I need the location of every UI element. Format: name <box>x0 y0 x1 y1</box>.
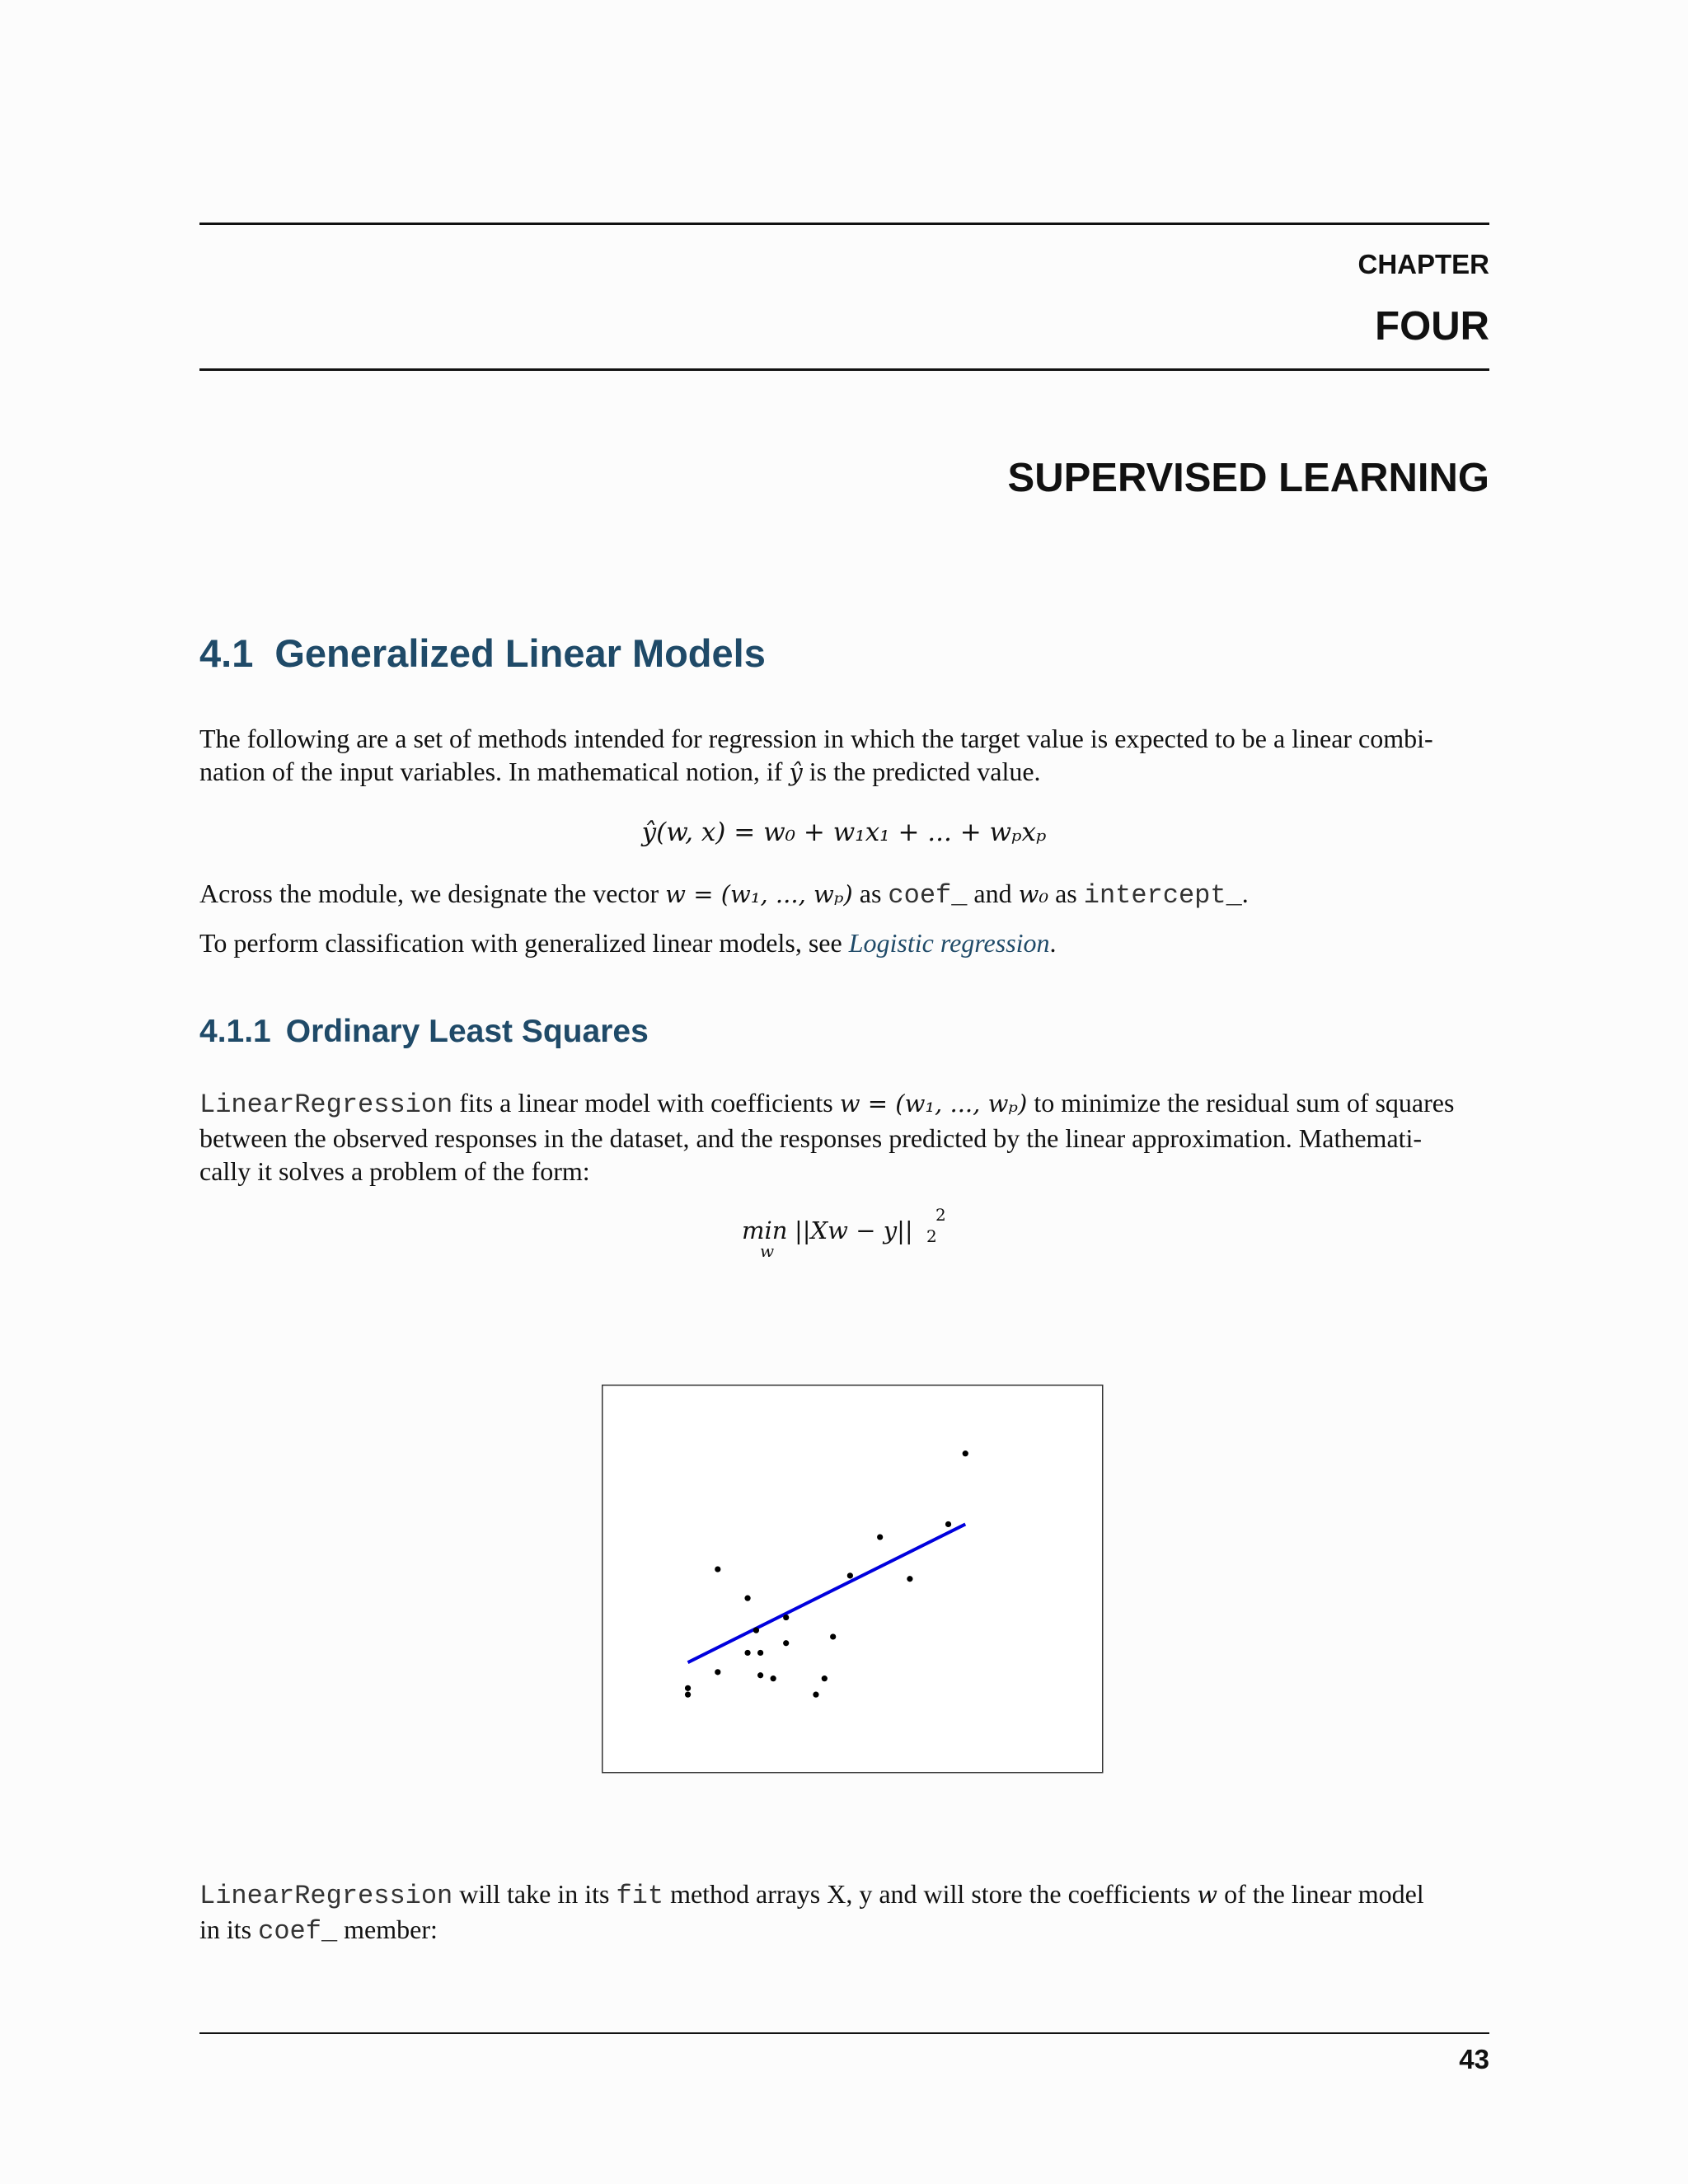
vector-math: w = (w₁, ..., wₚ) <box>665 880 853 908</box>
linear-regression-code-2: LinearRegression <box>199 1881 453 1911</box>
data-point <box>757 1650 763 1656</box>
intro-line-1: The following are a set of methods intended for regression in which the target value is expected to be a linear combi- <box>199 724 1433 753</box>
data-point <box>813 1692 818 1698</box>
vector-text-c: and <box>967 879 1019 908</box>
data-point <box>822 1675 828 1681</box>
fit-text-c: of the linear model <box>1217 1879 1424 1909</box>
ols-text-b: to minimize the residual sum of squares <box>1027 1088 1455 1118</box>
linear-regression-code: LinearRegression <box>199 1090 453 1120</box>
min-operator: min <box>742 1216 788 1244</box>
data-point <box>945 1521 951 1527</box>
chapter-label: CHAPTER <box>1357 249 1489 279</box>
norm-expression: ||Xw − y|| <box>795 1216 913 1244</box>
section-number: 4.1 <box>199 631 254 675</box>
fit-code: fit <box>616 1881 664 1911</box>
data-point <box>685 1685 691 1691</box>
ols-paragraph <box>199 1086 1489 1188</box>
subsection-number: 4.1.1 <box>199 1014 271 1049</box>
yhat-symbol: ŷ <box>789 758 803 786</box>
fit-text-a: will take in its <box>452 1879 617 1909</box>
chapter-title: SUPERVISED LEARNING <box>1007 456 1489 500</box>
fit-line-2a: in its <box>199 1915 259 1944</box>
norm-subscript: 2 <box>926 1226 937 1246</box>
vector-text-d: as <box>1048 879 1084 908</box>
coef-code: coef_ <box>888 880 968 911</box>
data-point <box>715 1566 720 1572</box>
logistic-regression-link[interactable]: Logistic regression <box>848 928 1050 958</box>
norm-superscript: 2 <box>935 1205 946 1225</box>
fit-paragraph <box>199 1877 1489 1948</box>
data-point <box>757 1672 763 1678</box>
vector-text-e: . <box>1241 879 1249 908</box>
classification-text: To perform classification with generalized linear models, see <box>199 928 849 958</box>
ols-scatter-plot <box>602 1385 1104 1780</box>
intro-line-2a: nation of the input variables. In mathematical notion, if <box>199 757 790 786</box>
data-point <box>783 1640 789 1646</box>
vector-paragraph <box>199 877 1489 912</box>
ols-text-a: fits a linear model with coefficients <box>452 1088 840 1118</box>
footer-rule <box>199 2032 1489 2034</box>
w0-math: w₀ <box>1018 880 1049 908</box>
top-rule <box>199 223 1489 225</box>
classification-paragraph <box>199 926 1489 959</box>
data-point <box>771 1675 776 1681</box>
data-point <box>744 1596 750 1601</box>
ols-line-3: cally it solves a problem of the form: <box>199 1156 590 1186</box>
intro-paragraph <box>199 722 1489 789</box>
data-point <box>963 1451 968 1456</box>
subsection-title: Ordinary Least Squares <box>285 1014 649 1049</box>
fit-text-b: method arrays X, y and will store the coefficients <box>663 1879 1198 1909</box>
data-point <box>830 1633 836 1639</box>
data-point <box>877 1534 883 1540</box>
ols-vector-math: w = (w₁, ..., wₚ) <box>839 1090 1028 1118</box>
intro-line-2b: is the predicted value. <box>802 757 1041 786</box>
data-point <box>783 1615 789 1620</box>
chapter-bottom-rule <box>199 368 1489 371</box>
min-equation <box>742 1205 956 1269</box>
intercept-code: intercept_ <box>1083 880 1242 911</box>
ols-line-2: between the observed responses in the dataset, and the responses predicted by the linear approximation. Mathemati- <box>199 1123 1423 1153</box>
min-subscript: w <box>760 1241 775 1261</box>
page-number: 43 <box>1459 2044 1489 2074</box>
subsection-heading <box>199 1014 649 1050</box>
w-math: w <box>1197 1881 1218 1909</box>
data-point <box>753 1628 759 1633</box>
data-point <box>744 1650 750 1656</box>
chapter-number: FOUR <box>1375 304 1489 349</box>
data-point <box>685 1692 691 1698</box>
data-point <box>907 1576 912 1582</box>
data-point <box>715 1669 720 1675</box>
prediction-equation: ŷ(w, x) = w₀ + w₁x₁ + ... + wₚxₚ <box>641 818 1047 847</box>
vector-text-b: as <box>852 879 889 908</box>
fit-line-2b: member: <box>337 1915 438 1944</box>
section-title: Generalized Linear Models <box>274 631 766 675</box>
vector-text-a: Across the module, we designate the vector <box>199 879 666 908</box>
coef-code-2: coef_ <box>258 1916 338 1947</box>
data-point <box>847 1572 853 1578</box>
classification-period: . <box>1049 928 1057 958</box>
section-heading <box>199 630 766 676</box>
